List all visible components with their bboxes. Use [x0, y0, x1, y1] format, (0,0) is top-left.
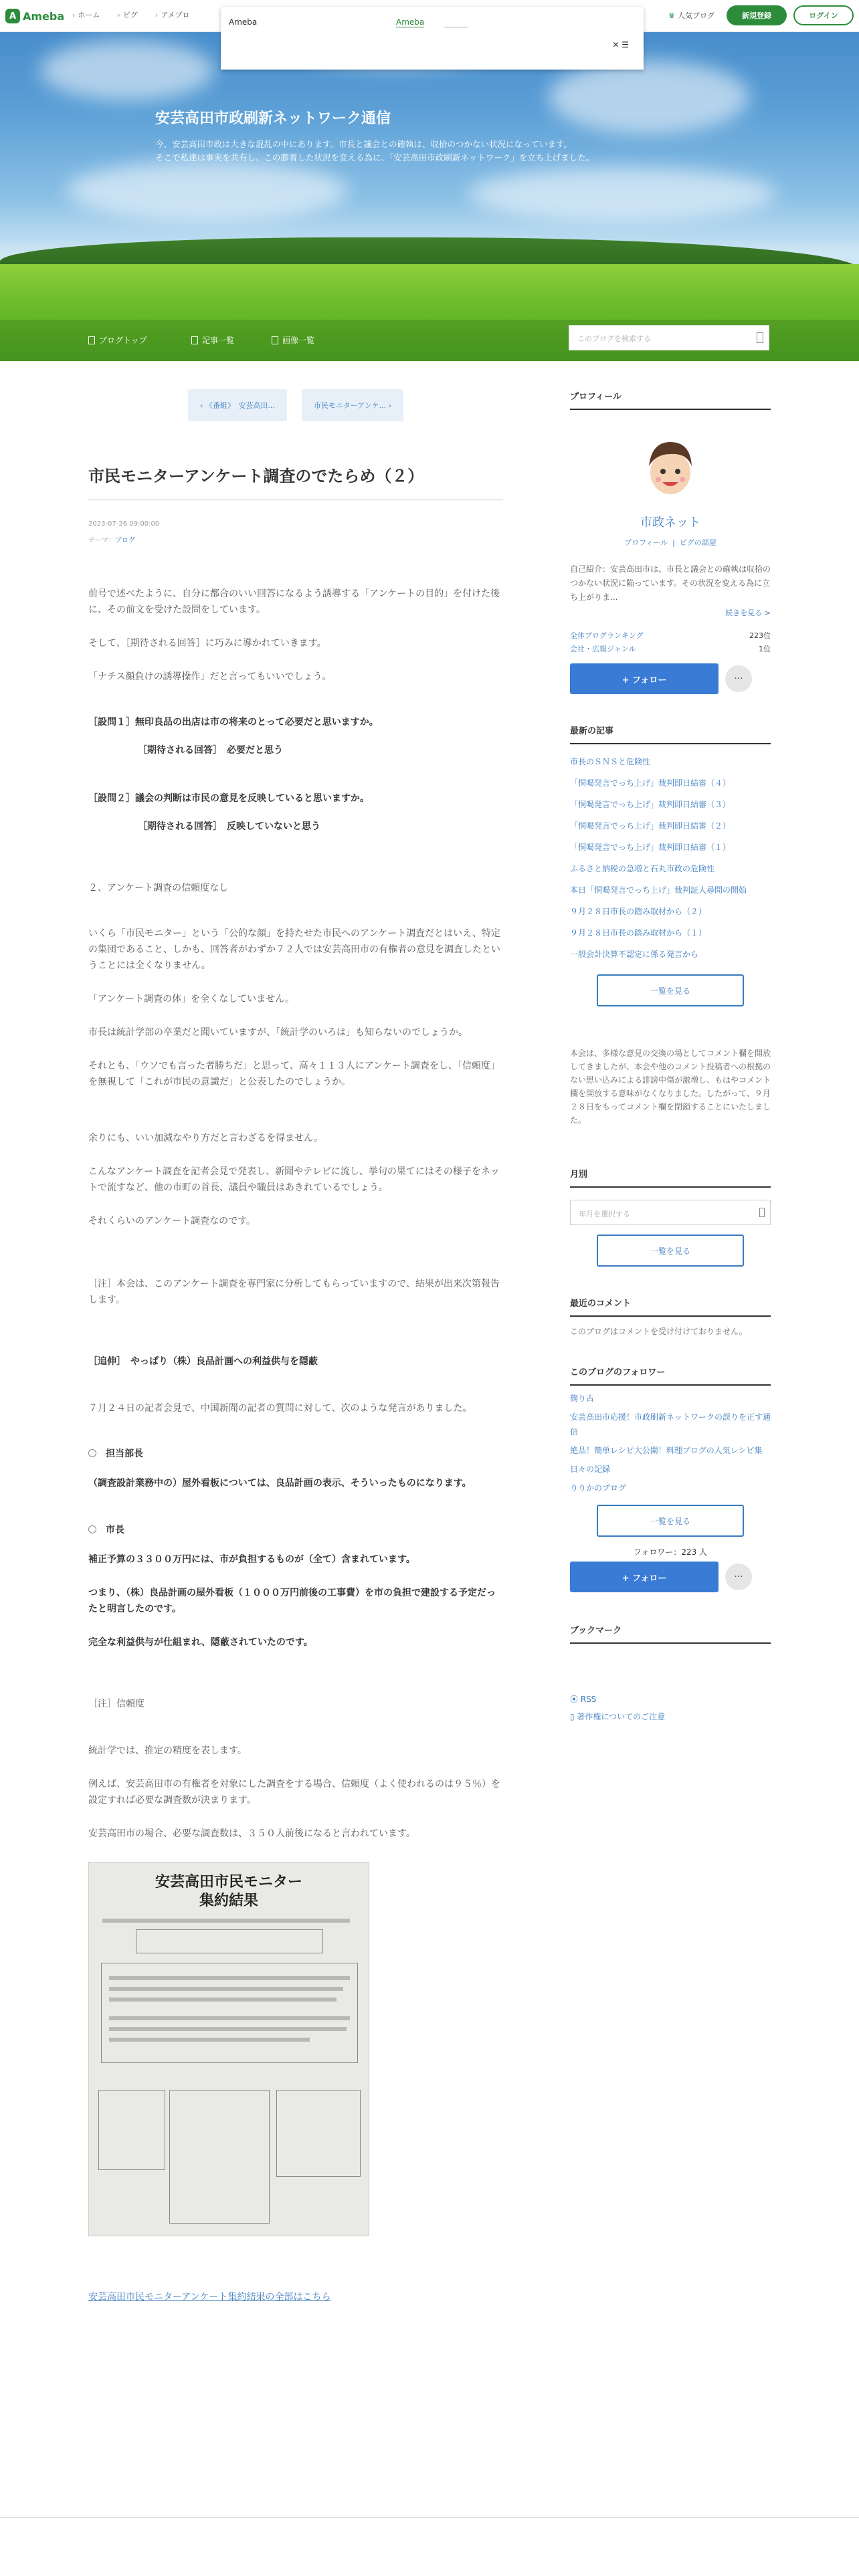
article-paragraph: 余りにも、いい加減なやり方だと言わざるを得ません。: [88, 1133, 323, 1144]
speaker-1-statement: （調査設計業務中の）屋外看板については、良品計画の表示、そういったものになります。: [88, 1478, 472, 1489]
article-paragraph: そして、［期待される回答］に巧みに導かれていきます。: [88, 638, 326, 649]
recent-entry-link[interactable]: ふるさと納税の急増と石丸市政の危険性: [570, 864, 715, 873]
nav-label: 画像一覧: [282, 336, 315, 345]
ad-link[interactable]: Ameba: [396, 17, 425, 27]
circle-bullet-icon: [88, 1525, 96, 1533]
menu-icon: ☰: [622, 40, 629, 49]
article-title[interactable]: 市民モニターアンケート調査のでたらめ（２）: [88, 463, 503, 500]
blog-description: [155, 138, 690, 165]
follower-link[interactable]: 日々の記録: [570, 1465, 611, 1474]
bookmark-list: [570, 1691, 771, 1725]
read-more-link[interactable]: 続きを見る >: [725, 609, 771, 617]
select-arrow-icon: [759, 1208, 765, 1217]
speaker-label: 市長: [106, 1525, 124, 1535]
month-select-placeholder: 年月を選択する: [579, 1210, 630, 1218]
article-paragraph: 市長は統計学部の卒業だと聞いていますが、「統計学のいろは」も知らないのでしょうか。: [88, 1027, 468, 1038]
photo-text-line: [109, 2027, 347, 2031]
chevron-right-icon: ›: [386, 401, 392, 410]
chevron-right-icon: ›: [155, 11, 159, 19]
theme-link[interactable]: ブログ: [115, 537, 135, 544]
recent-entry-link[interactable]: ９月２８日市長の踏み取材から（２）: [570, 907, 707, 916]
article-note: ［注］本会は、このアンケート調査を専門家に分析してもらっていますので、結果が出来次第報告します。: [88, 1279, 500, 1305]
article-paragraph: 統計学では、推定の精度を表します。: [88, 1745, 247, 1756]
question-2-answer: ［期待される回答］ 反映していないと思う: [138, 821, 320, 832]
article-paragraph: それとも、「ウソでも言った者勝ちだ」と思って、高々１１３人にアンケート調査をし、「信頼度」を無視して「これが市民の意識だ」と公表したのでしょうか。: [88, 1061, 500, 1087]
image-icon: [272, 336, 278, 344]
article-paragraph: 前号で述べたように、自分に都合のいい回答になるよう誘導する「アンケートの目的」を付けた後に、その前文を受けた設問をしています。: [88, 588, 500, 615]
recent-entry-link[interactable]: 一般会計決算不認定に係る発言から: [570, 950, 699, 959]
speaker-2-statement: 完全な利益供与が仕組まれ、隠蔽されていたのです。: [88, 1637, 313, 1648]
comment-policy-note: 本会は、多様な意見の交換の場としてコメント欄を開放してきましたが、本会や他のコメント投稿者への根拠のない思い込みによる誹謗中傷が激増し、もはやコメント欄を開放する意味がなくなりました。したがって、９月２８日をもってコメント欄を閉鎖することにいたしました。: [570, 1049, 771, 1125]
photo-text-line: [109, 1987, 343, 1991]
rss-icon: ⦿: [570, 1695, 581, 1704]
register-button[interactable]: 新規登録: [727, 5, 787, 25]
follower-link[interactable]: りりかのブログ: [570, 1483, 627, 1493]
recent-entries-list: [570, 751, 771, 965]
entries-list-button[interactable]: 一覧を見る: [597, 974, 744, 1006]
photo-text-line: [109, 2038, 310, 2042]
speaker-2-statement: 補正予算の３３００万円には、市が負担するものが（全て）含まれています。: [88, 1554, 415, 1565]
page-footer: [0, 2517, 859, 2576]
topbar-actions: [668, 5, 854, 25]
document-icon: ▯: [570, 1712, 577, 1721]
article-column: [88, 361, 503, 2303]
global-nav-home[interactable]: [72, 9, 100, 20]
follower-count: フォロワー：223 人: [633, 1547, 708, 1557]
speaker-2-statement: つまり、（株）良品計画の屋外看板（１０００万円前後の工事費）を市の負担で建設する予定だったと明言したのです。: [88, 1588, 496, 1614]
avatar-image: [632, 430, 709, 508]
ameba-logo[interactable]: [5, 7, 64, 25]
speaker-1: [88, 1446, 503, 1462]
profile-description: 自己紹介：安芸高田市は、市長と議会との確執は収拾のつかない状況に陥っています。その状況を変える為に立ち上がりま...: [570, 564, 771, 602]
photo-table: [276, 2090, 361, 2177]
photo-table: [98, 2090, 165, 2170]
article-date: 2023-07-26 09:00:00: [88, 520, 160, 528]
nav-image-list[interactable]: [272, 334, 314, 346]
theme-label: テーマ：: [88, 537, 115, 544]
overall-ranking[interactable]: [570, 630, 771, 641]
section-heading: ２、アンケート調査の信頼度なし: [88, 883, 229, 893]
sidebar: [570, 361, 771, 1725]
article-paragraph: それくらいのアンケート調査なのです。: [88, 1216, 256, 1226]
next-article-label: 市民モニターアンケ...: [313, 401, 387, 410]
cloud-decoration: [468, 167, 776, 221]
recent-entry-link[interactable]: 市長のＳＮＳと危険性: [570, 757, 651, 766]
crown-icon: ♛: [668, 11, 675, 20]
follow-button[interactable]: + フォロー: [570, 1562, 719, 1592]
global-nav-pigg[interactable]: [117, 9, 137, 20]
recent-entry-link[interactable]: 「恫喝発言でっち上げ」裁判即日結審（３）: [570, 800, 731, 809]
global-nav-ameblo[interactable]: [155, 9, 190, 20]
photo-title-line: 安芸高田市民モニター: [155, 1874, 302, 1891]
followers-heading: このブログのフォロワー: [570, 1365, 771, 1386]
photo-title: [89, 1873, 369, 1911]
comments-text: このブログはコメントを受け付けておりません。: [570, 1327, 747, 1336]
speaker-label: 担当部長: [106, 1448, 143, 1459]
blog-description-line: そこで私達は事実を共有し、この膠着した状況を変える為に、「安芸高田市政刷新ネットワーク」を立ち上げました。: [155, 152, 595, 163]
global-nav-label: ピグ: [122, 11, 138, 19]
article-paragraph: ７月２４日の記者会見で、中国新聞の記者の質問に対して、次のような発言がありました。: [88, 1403, 472, 1414]
comments-heading: 最近のコメント: [570, 1296, 771, 1317]
blog-title[interactable]: 安芸高田市政刷新ネットワーク通信: [155, 110, 391, 127]
ranking-label: 全体ブログランキング: [570, 631, 644, 640]
home-icon: [88, 336, 95, 344]
prev-article-label: 《番組》 安芸高田...: [205, 401, 275, 410]
popular-label: 人気ブログ: [678, 11, 714, 20]
chevron-right-icon: ›: [72, 11, 76, 19]
list-icon: [191, 336, 198, 344]
chevron-right-icon: ›: [117, 11, 120, 19]
profile-heading: プロフィール: [570, 389, 771, 410]
follow-row: [570, 663, 771, 694]
bookmark-label: 著作権についてのご注意: [577, 1712, 666, 1721]
global-nav: [72, 9, 190, 20]
photo-text-line: [109, 1976, 350, 1980]
speaker-2: [88, 1522, 503, 1538]
rss-link[interactable]: [570, 1691, 771, 1708]
avatar[interactable]: [632, 430, 709, 508]
question-1: ［設問１］無印良品の出店は市の将来のとって必要だと思いますか。: [88, 717, 379, 728]
blog-description-line: 今、安芸高田市政は大きな混乱の中にあります。市長と議会との確執は、収拾のつかない状況になっています。: [155, 139, 573, 149]
survey-results-link[interactable]: 安芸高田市民モニターアンケート集約結果の全部はこちら: [88, 2292, 331, 2302]
global-nav-label: アメブロ: [161, 11, 190, 19]
article-paragraph: こんなアンケート調査を記者会見で発表し、新聞やテレビに流し、挙句の果てにはその様子をネットで流すなど、他の市町の首長、議員や職員はあきれているでしょう。: [88, 1166, 500, 1193]
monthly-list-button[interactable]: 一覧を見る: [597, 1235, 744, 1267]
article-note: ［注］信頼度: [88, 1699, 145, 1709]
global-nav-label: ホーム: [78, 11, 100, 19]
monthly-heading: 月別: [570, 1167, 771, 1188]
cloud-decoration: [40, 40, 214, 100]
article-paragraph: 安芸高田市の場合、必要な調査数は、３５０人前後になると言われています。: [88, 1828, 415, 1839]
nav-label: 記事一覧: [202, 336, 235, 345]
profile-name[interactable]: 市政ネット: [640, 516, 700, 530]
photo-text-line: [109, 2016, 350, 2020]
ameba-logo-icon: A: [5, 9, 20, 23]
ranking-value: 1位: [759, 645, 771, 653]
survey-result-photo[interactable]: [88, 1862, 369, 2236]
follower-link[interactable]: 絶品！簡単レシピ大公開！料理ブログの人気レシピ集: [570, 1446, 763, 1455]
follower-link[interactable]: 安芸高田市応援！市政刷新ネットワークの誤りを正す通信: [570, 1412, 771, 1436]
chevron-left-icon: ‹: [199, 401, 205, 410]
more-options-button[interactable]: ···: [725, 1564, 752, 1590]
ranking-value: 223位: [749, 631, 771, 640]
question-1-answer: ［期待される回答］ 必要だと思う: [138, 745, 283, 756]
bookmark-heading: ブックマーク: [570, 1623, 771, 1644]
nav-blog-top[interactable]: [88, 334, 147, 346]
ranking-label: 会社・広報ジャンル: [570, 645, 636, 653]
photo-title-line: 集約結果: [199, 1893, 258, 1909]
month-select[interactable]: [570, 1200, 771, 1225]
recent-entries-heading: 最新の記事: [570, 724, 771, 744]
pigg-room-link[interactable]: ピグの部屋: [679, 538, 717, 547]
article-theme: [88, 534, 503, 544]
cloud-decoration: [549, 60, 749, 134]
ad-close-button[interactable]: [612, 40, 629, 49]
recent-entry-link[interactable]: 本日「恫喝発言でっち上げ」裁判証人尋問の開始: [570, 885, 747, 895]
circle-bullet-icon: [88, 1449, 96, 1457]
ad-banner[interactable]: [221, 7, 644, 70]
followers-list: [570, 1391, 771, 1495]
article-paragraph: 「ナチス顔負けの誘導操作」だと言ってもいいでしょう。: [88, 671, 332, 682]
brand-name: Ameba: [23, 9, 65, 23]
profile-link[interactable]: プロフィール: [624, 538, 668, 547]
photo-date-box: [136, 1929, 323, 1953]
section-heading: ［追伸］ やっぱり（株）良品計画への利益供与を隠蔽: [88, 1356, 318, 1367]
popular-blog-link[interactable]: [668, 10, 714, 21]
search-placeholder: このブログを検索する: [577, 334, 651, 343]
login-button[interactable]: ログイン: [793, 5, 854, 25]
nav-label: ブログトップ: [99, 336, 147, 345]
followers-list-button[interactable]: 一覧を見る: [597, 1505, 744, 1537]
photo-table: [169, 2090, 270, 2224]
follow-row: [570, 1562, 771, 1592]
article-paragraph: 例えば、安芸高田市の有権者を対象にした調査をする場合、信頼度（よく使われるのは９５％）を設定すれば必要な調査数が決まります。: [88, 1779, 500, 1806]
article-paragraph: 「アンケート調査の体」を全くなしていません。: [88, 994, 294, 1004]
next-article-link[interactable]: [302, 389, 403, 421]
blog-search-input[interactable]: [569, 325, 769, 350]
cloud-decoration: [67, 160, 348, 221]
photo-text-line: [109, 1998, 337, 2002]
close-icon: ✕: [612, 40, 619, 49]
prev-article-link[interactable]: [188, 389, 287, 421]
article-paragraph: いくら「市民モニター」という「公的な顔」を持たせた市民へのアンケート調査だとはいえ、特定の集団であること、しかも、回答者がわずか７２人では安芸高田市の有権者の意見を調査したということには全くなりません。: [88, 928, 500, 971]
profile-links: プロフィール | ピグの部屋: [624, 538, 717, 547]
recent-entry-link[interactable]: 「恫喝発言でっち上げ」裁判即日結審（４）: [570, 778, 731, 788]
genre-ranking[interactable]: [570, 643, 771, 654]
ad-label: Ameba: [229, 17, 258, 27]
recent-entry-link[interactable]: ９月２８日市長の踏み取材から（１）: [570, 928, 707, 938]
copyright-notice-link[interactable]: [570, 1708, 771, 1725]
photo-text-line: [102, 1919, 350, 1923]
nav-entry-list[interactable]: [191, 334, 234, 346]
more-options-button[interactable]: ···: [725, 665, 752, 692]
article-pager: [88, 389, 503, 421]
follower-link[interactable]: 麹り古: [570, 1394, 595, 1403]
search-icon[interactable]: [757, 332, 763, 343]
recent-entry-link[interactable]: 「恫喝発言でっち上げ」裁判即日結審（１）: [570, 843, 731, 852]
recent-entry-link[interactable]: 「恫喝発言でっち上げ」裁判即日結審（２）: [570, 821, 731, 831]
bookmark-label: RSS: [580, 1695, 597, 1704]
question-2: ［設問２］議会の判断は市民の意見を反映していると思いますか。: [88, 793, 369, 804]
follow-button[interactable]: + フォロー: [570, 663, 719, 694]
article-body: [88, 586, 503, 1842]
